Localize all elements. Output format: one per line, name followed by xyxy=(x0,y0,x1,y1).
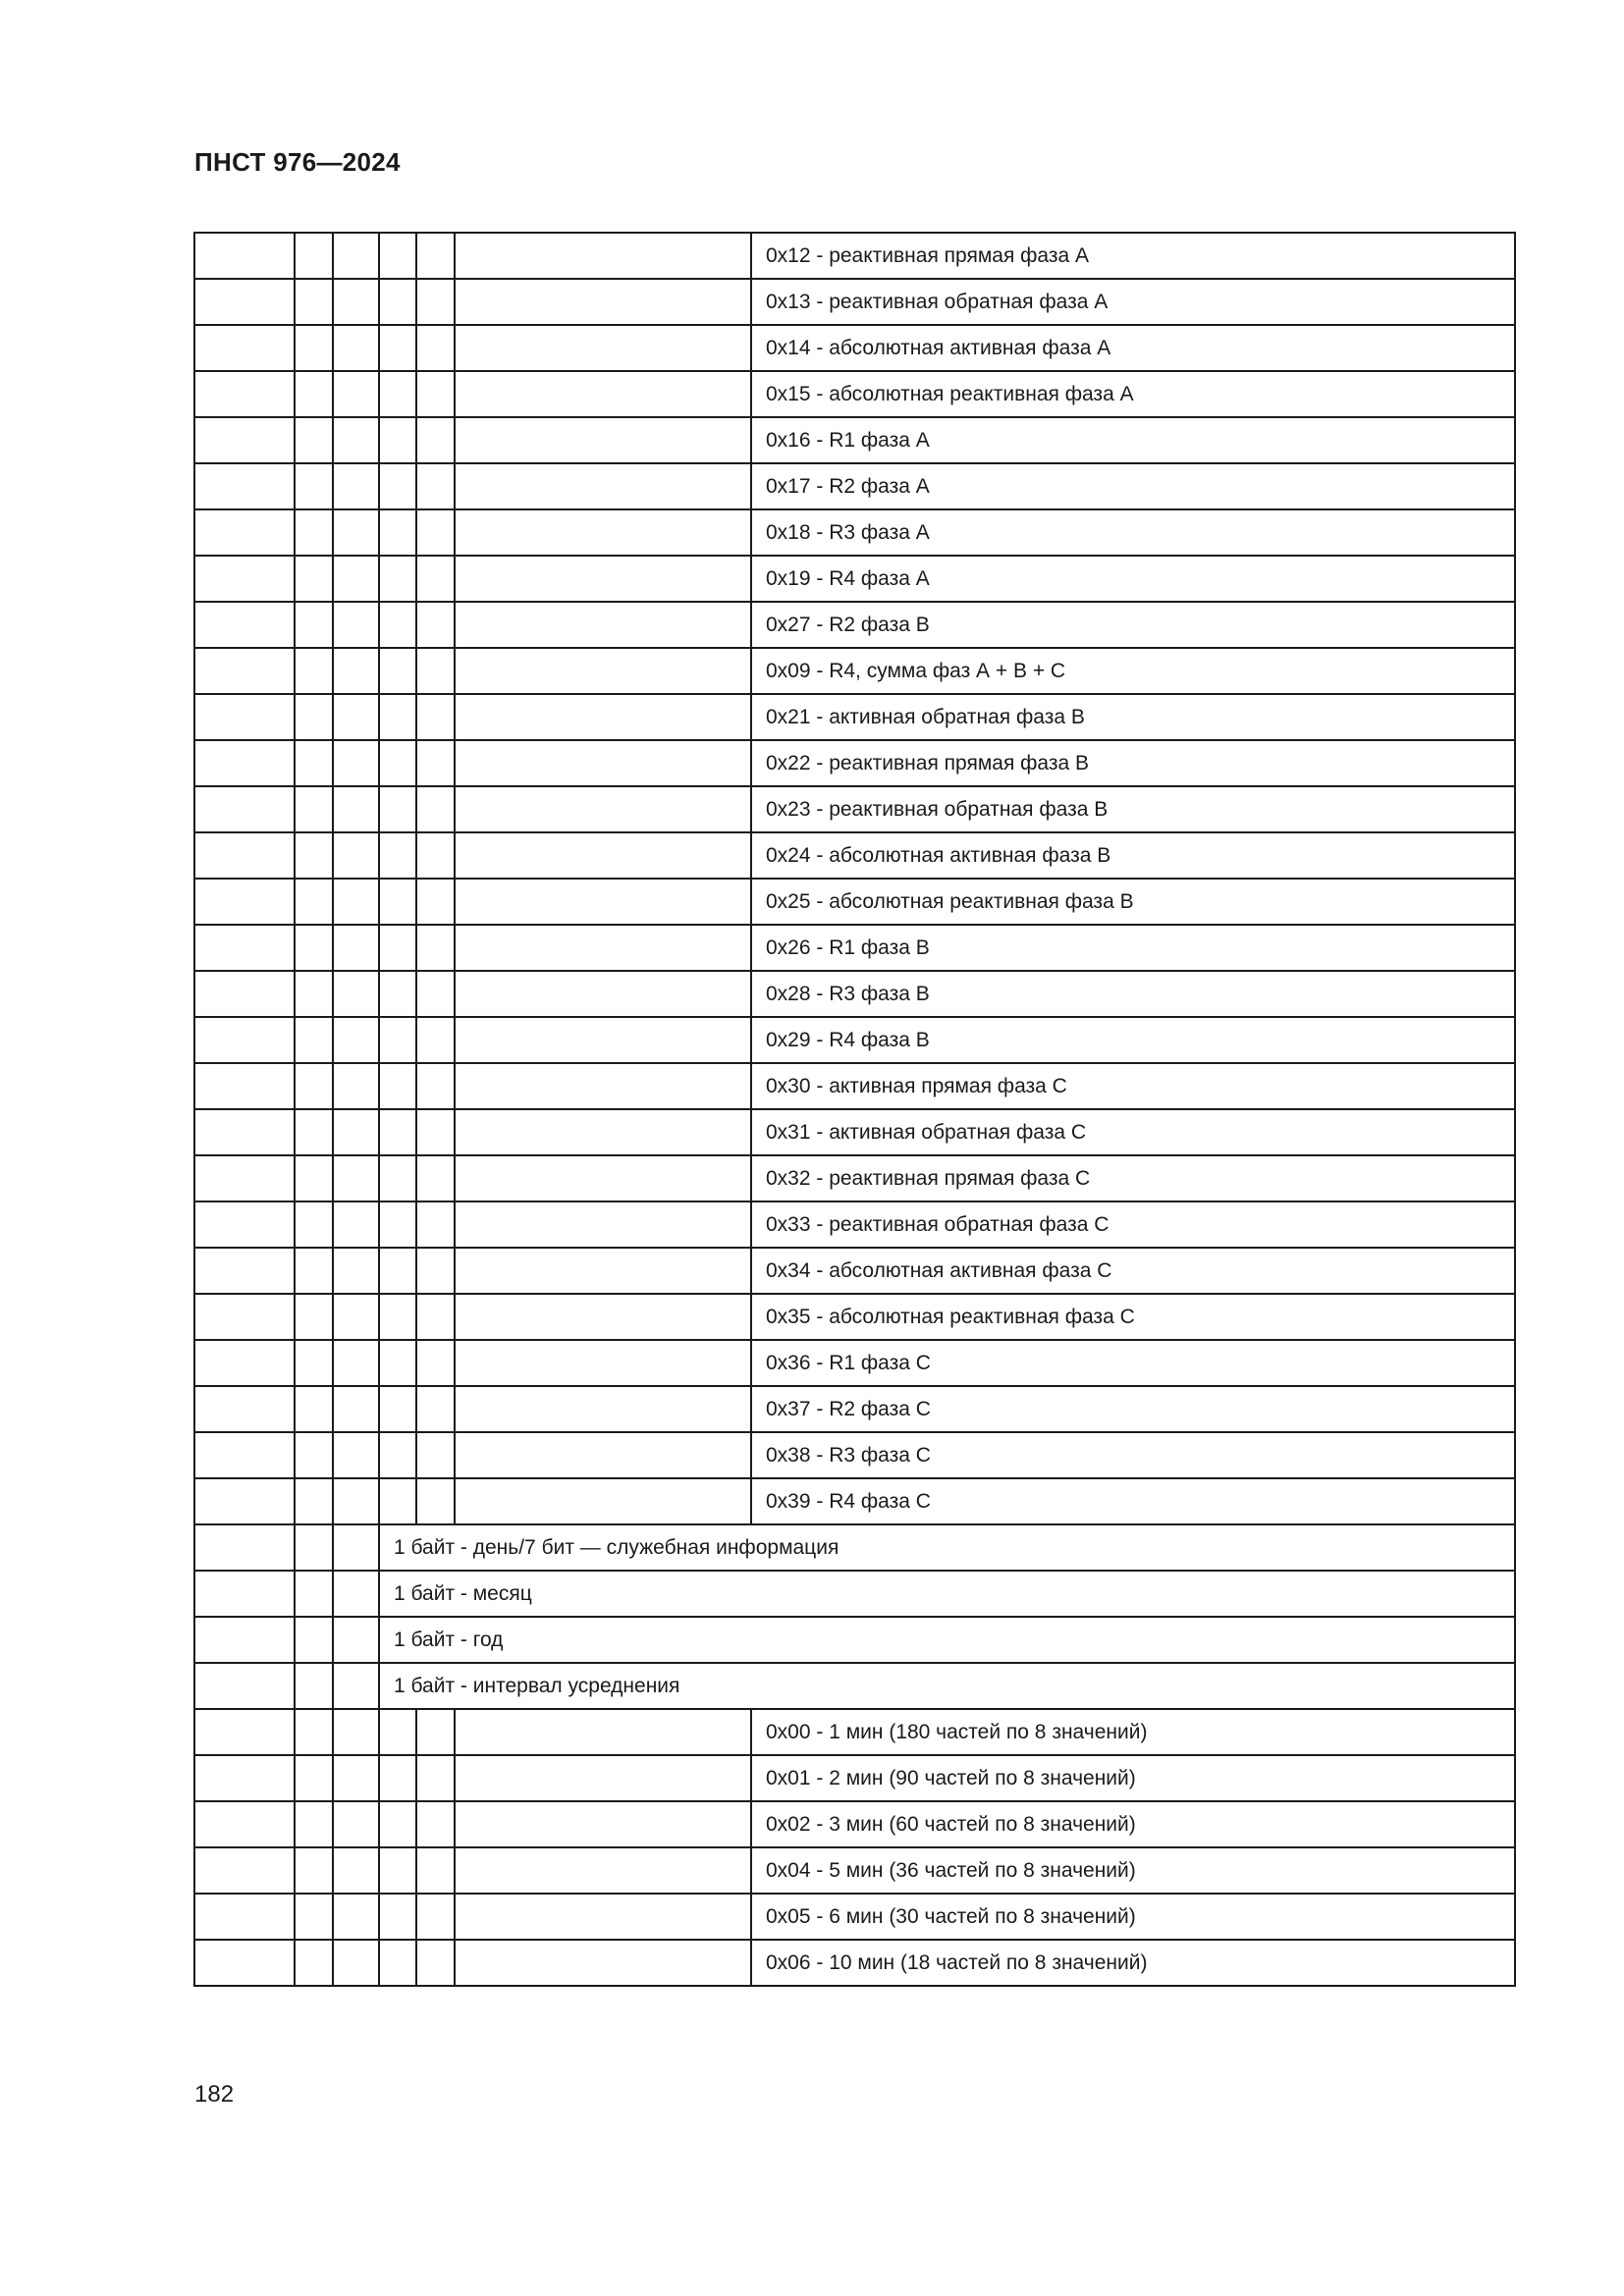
table-cell-empty xyxy=(333,602,379,648)
table-cell-empty xyxy=(194,1801,295,1847)
table-cell-empty xyxy=(333,832,379,879)
table-body xyxy=(194,233,1515,1986)
table-cell-empty xyxy=(416,1063,455,1109)
table-row xyxy=(194,832,1515,879)
table-row xyxy=(194,463,1515,509)
table-cell-empty xyxy=(295,1201,333,1248)
table-cell-empty xyxy=(295,1017,333,1063)
table-cell-empty xyxy=(194,1155,295,1201)
table-cell-empty xyxy=(194,1248,295,1294)
value-code-cell: 0x23 - реактивная обратная фаза В xyxy=(751,786,1515,832)
table-cell-empty xyxy=(333,1524,379,1571)
table-cell-empty xyxy=(379,1340,416,1386)
table-cell-empty xyxy=(194,556,295,602)
table-cell-empty xyxy=(333,1755,379,1801)
table-cell-empty xyxy=(333,1847,379,1894)
value-code-cell: 0x18 - R3 фаза А xyxy=(751,509,1515,556)
table-row xyxy=(194,556,1515,602)
interval-code-cell: 0x00 - 1 мин (180 частей по 8 значений) xyxy=(751,1709,1515,1755)
table-cell-empty xyxy=(333,1478,379,1524)
table-cell-empty xyxy=(295,1478,333,1524)
table-cell-empty xyxy=(379,1847,416,1894)
table-cell-empty xyxy=(455,1155,751,1201)
table-cell-empty xyxy=(333,1940,379,1986)
table-row xyxy=(194,694,1515,740)
table-cell-empty xyxy=(295,1524,333,1571)
table-cell-empty xyxy=(416,279,455,325)
table-cell-empty xyxy=(295,971,333,1017)
table-cell-empty xyxy=(379,694,416,740)
table-cell-empty xyxy=(416,556,455,602)
table-cell-empty xyxy=(295,694,333,740)
table-row xyxy=(194,1524,1515,1571)
value-code-cell: 0x09 - R4, сумма фаз А + В + С xyxy=(751,648,1515,694)
table-cell-empty xyxy=(379,1155,416,1201)
table-cell-empty xyxy=(333,648,379,694)
table-cell-empty xyxy=(194,1478,295,1524)
value-code-cell: 0x24 - абсолютная активная фаза В xyxy=(751,832,1515,879)
table-cell-empty xyxy=(295,1940,333,1986)
table-cell-empty xyxy=(379,832,416,879)
table-cell-empty xyxy=(455,648,751,694)
table-row xyxy=(194,1248,1515,1294)
table-cell-empty xyxy=(295,463,333,509)
table-cell-empty xyxy=(379,1478,416,1524)
table-cell-empty xyxy=(379,602,416,648)
table-row xyxy=(194,325,1515,371)
table-cell-empty xyxy=(379,556,416,602)
table-cell-empty xyxy=(416,971,455,1017)
table-cell-empty xyxy=(455,1294,751,1340)
table-cell-empty xyxy=(416,1709,455,1755)
value-code-cell: 0x13 - реактивная обратная фаза А xyxy=(751,279,1515,325)
table-cell-empty xyxy=(333,463,379,509)
table-cell-empty xyxy=(194,1755,295,1801)
table-cell-empty xyxy=(416,1894,455,1940)
table-cell-empty xyxy=(333,694,379,740)
table-cell-empty xyxy=(194,1663,295,1709)
table-cell-empty xyxy=(379,1940,416,1986)
value-code-cell: 0x35 - абсолютная реактивная фаза С xyxy=(751,1294,1515,1340)
protocol-table xyxy=(193,232,1516,1987)
table-cell-empty xyxy=(333,1801,379,1847)
table-cell-empty xyxy=(455,1940,751,1986)
table-cell-empty xyxy=(295,325,333,371)
table-cell-empty xyxy=(194,509,295,556)
table-cell-empty xyxy=(416,1155,455,1201)
table-cell-empty xyxy=(455,1063,751,1109)
table-cell-empty xyxy=(333,925,379,971)
table-cell-empty xyxy=(333,971,379,1017)
table-cell-empty xyxy=(295,1109,333,1155)
table-cell-empty xyxy=(379,879,416,925)
value-code-cell: 0x26 - R1 фаза В xyxy=(751,925,1515,971)
table-cell-empty xyxy=(379,1063,416,1109)
table-cell-empty xyxy=(333,1155,379,1201)
table-cell-empty xyxy=(295,371,333,417)
table-cell-empty xyxy=(416,1801,455,1847)
table-cell-empty xyxy=(379,648,416,694)
table-cell-empty xyxy=(295,832,333,879)
table-row xyxy=(194,1155,1515,1201)
table-cell-empty xyxy=(194,1847,295,1894)
value-code-cell: 0x37 - R2 фаза С xyxy=(751,1386,1515,1432)
table-cell-empty xyxy=(333,1617,379,1663)
table-cell-empty xyxy=(194,1940,295,1986)
table-row xyxy=(194,1894,1515,1940)
table-cell-empty xyxy=(194,1340,295,1386)
table-row xyxy=(194,1617,1515,1663)
table-cell-empty xyxy=(455,233,751,279)
table-cell-empty xyxy=(333,1894,379,1940)
table-cell-empty xyxy=(295,1894,333,1940)
table-cell-empty xyxy=(295,740,333,786)
table-cell-empty xyxy=(333,325,379,371)
value-code-cell: 0x29 - R4 фаза В xyxy=(751,1017,1515,1063)
table-cell-empty xyxy=(379,1801,416,1847)
table-cell-empty xyxy=(194,1894,295,1940)
table-cell-empty xyxy=(416,1847,455,1894)
table-row xyxy=(194,1294,1515,1340)
table-cell-empty xyxy=(295,1063,333,1109)
table-cell-empty xyxy=(333,879,379,925)
table-cell-empty xyxy=(295,1755,333,1801)
table-cell-empty xyxy=(333,1663,379,1709)
table-cell-empty xyxy=(295,1248,333,1294)
table-cell-empty xyxy=(416,1294,455,1340)
table-cell-empty xyxy=(455,740,751,786)
value-code-cell: 0x12 - реактивная прямая фаза А xyxy=(751,233,1515,279)
table-cell-empty xyxy=(194,325,295,371)
table-row xyxy=(194,417,1515,463)
table-cell-empty xyxy=(333,1571,379,1617)
table-cell-empty xyxy=(379,971,416,1017)
table-cell-empty xyxy=(416,1248,455,1294)
table-cell-empty xyxy=(455,279,751,325)
table-row xyxy=(194,371,1515,417)
table-row xyxy=(194,1663,1515,1709)
table-cell-empty xyxy=(455,1386,751,1432)
value-code-cell: 0x25 - абсолютная реактивная фаза В xyxy=(751,879,1515,925)
table-row xyxy=(194,1940,1515,1986)
table-cell-empty xyxy=(379,786,416,832)
table-cell-empty xyxy=(379,1709,416,1755)
value-code-cell: 0x15 - абсолютная реактивная фаза А xyxy=(751,371,1515,417)
table-row xyxy=(194,1386,1515,1432)
table-cell-empty xyxy=(333,1109,379,1155)
table-row xyxy=(194,509,1515,556)
table-cell-empty xyxy=(194,1063,295,1109)
table-cell-empty xyxy=(379,1755,416,1801)
table-cell-empty xyxy=(194,971,295,1017)
table-cell-empty xyxy=(295,602,333,648)
table-cell-empty xyxy=(416,740,455,786)
table-cell-empty xyxy=(295,279,333,325)
table-cell-empty xyxy=(333,1340,379,1386)
table-row xyxy=(194,1709,1515,1755)
value-code-cell: 0x21 - активная обратная фаза В xyxy=(751,694,1515,740)
table-row xyxy=(194,740,1515,786)
interval-code-cell: 0x04 - 5 мин (36 частей по 8 значений) xyxy=(751,1847,1515,1894)
table-cell-empty xyxy=(194,1017,295,1063)
table-cell-empty xyxy=(455,971,751,1017)
table-cell-empty xyxy=(455,832,751,879)
table-cell-empty xyxy=(416,602,455,648)
table-cell-empty xyxy=(379,1386,416,1432)
table-cell-empty xyxy=(295,648,333,694)
table-cell-empty xyxy=(333,1432,379,1478)
table-cell-empty xyxy=(295,509,333,556)
table-cell-empty xyxy=(455,1248,751,1294)
value-code-cell: 0x16 - R1 фаза А xyxy=(751,417,1515,463)
table-cell-empty xyxy=(455,694,751,740)
table-cell-empty xyxy=(379,1109,416,1155)
table-cell-empty xyxy=(455,1201,751,1248)
table-cell-empty xyxy=(333,1063,379,1109)
table-cell-empty xyxy=(333,1386,379,1432)
table-cell-empty xyxy=(379,1894,416,1940)
table-cell-empty xyxy=(333,556,379,602)
value-code-cell: 0x22 - реактивная прямая фаза В xyxy=(751,740,1515,786)
table-cell-empty xyxy=(379,1432,416,1478)
table-cell-empty xyxy=(379,1248,416,1294)
table-cell-empty xyxy=(333,1709,379,1755)
table-cell-empty xyxy=(416,233,455,279)
table-cell-empty xyxy=(416,325,455,371)
table-cell-empty xyxy=(333,740,379,786)
table-cell-empty xyxy=(416,694,455,740)
table-cell-empty xyxy=(333,417,379,463)
interval-code-cell: 0x01 - 2 мин (90 частей по 8 значений) xyxy=(751,1755,1515,1801)
value-code-cell: 0x34 - абсолютная активная фаза С xyxy=(751,1248,1515,1294)
byte-description-cell: 1 байт - день/7 бит — служебная информация xyxy=(379,1524,1515,1571)
table-cell-empty xyxy=(416,463,455,509)
table-row xyxy=(194,1017,1515,1063)
table-cell-empty xyxy=(333,371,379,417)
table-cell-empty xyxy=(194,740,295,786)
table-cell-empty xyxy=(416,879,455,925)
table-cell-empty xyxy=(379,1201,416,1248)
table-row xyxy=(194,1109,1515,1155)
table-cell-empty xyxy=(194,1709,295,1755)
table-cell-empty xyxy=(194,1432,295,1478)
table-cell-empty xyxy=(295,1340,333,1386)
table-row xyxy=(194,1801,1515,1847)
table-cell-empty xyxy=(455,556,751,602)
byte-description-cell: 1 байт - месяц xyxy=(379,1571,1515,1617)
table-cell-empty xyxy=(416,371,455,417)
table-row xyxy=(194,925,1515,971)
table-cell-empty xyxy=(416,925,455,971)
table-row xyxy=(194,1340,1515,1386)
table-cell-empty xyxy=(194,233,295,279)
interval-code-cell: 0x06 - 10 мин (18 частей по 8 значений) xyxy=(751,1940,1515,1986)
table-cell-empty xyxy=(379,417,416,463)
page-number: 182 xyxy=(194,2081,235,2108)
table-cell-empty xyxy=(455,925,751,971)
byte-description-cell: 1 байт - год xyxy=(379,1617,1515,1663)
byte-description-cell: 1 байт - интервал усреднения xyxy=(379,1663,1515,1709)
interval-code-cell: 0x05 - 6 мин (30 частей по 8 значений) xyxy=(751,1894,1515,1940)
table-cell-empty xyxy=(333,786,379,832)
table-cell-empty xyxy=(295,556,333,602)
table-cell-empty xyxy=(194,694,295,740)
table-cell-empty xyxy=(455,509,751,556)
table-cell-empty xyxy=(416,1755,455,1801)
table-cell-empty xyxy=(416,1201,455,1248)
table-row xyxy=(194,1847,1515,1894)
table-cell-empty xyxy=(295,1709,333,1755)
table-cell-empty xyxy=(455,602,751,648)
table-cell-empty xyxy=(194,832,295,879)
table-cell-empty xyxy=(194,279,295,325)
table-row xyxy=(194,1063,1515,1109)
table-cell-empty xyxy=(455,1894,751,1940)
table-cell-empty xyxy=(379,1017,416,1063)
table-cell-empty xyxy=(455,1478,751,1524)
table-cell-empty xyxy=(295,1801,333,1847)
table-cell-empty xyxy=(455,1340,751,1386)
table-cell-empty xyxy=(295,417,333,463)
table-cell-empty xyxy=(194,602,295,648)
table-row xyxy=(194,786,1515,832)
table-cell-empty xyxy=(194,463,295,509)
table-cell-empty xyxy=(455,463,751,509)
table-cell-empty xyxy=(194,1571,295,1617)
table-cell-empty xyxy=(194,648,295,694)
table-cell-empty xyxy=(455,417,751,463)
table-cell-empty xyxy=(295,879,333,925)
table-cell-empty xyxy=(295,786,333,832)
value-code-cell: 0x17 - R2 фаза А xyxy=(751,463,1515,509)
table-row xyxy=(194,1201,1515,1248)
table-cell-empty xyxy=(333,1017,379,1063)
table-cell-empty xyxy=(379,1294,416,1340)
value-code-cell: 0x33 - реактивная обратная фаза С xyxy=(751,1201,1515,1248)
table-cell-empty xyxy=(295,1617,333,1663)
table-cell-empty xyxy=(416,417,455,463)
document-header: ПНСТ 976—2024 xyxy=(194,147,401,177)
table-cell-empty xyxy=(295,1571,333,1617)
table-row xyxy=(194,971,1515,1017)
table-row xyxy=(194,1478,1515,1524)
table-cell-empty xyxy=(455,879,751,925)
table-cell-empty xyxy=(333,1294,379,1340)
table-row xyxy=(194,879,1515,925)
table-cell-empty xyxy=(194,371,295,417)
table-cell-empty xyxy=(295,233,333,279)
table-cell-empty xyxy=(455,786,751,832)
table-cell-empty xyxy=(455,1755,751,1801)
table-cell-empty xyxy=(194,1524,295,1571)
table-cell-empty xyxy=(194,925,295,971)
table-cell-empty xyxy=(379,463,416,509)
table-cell-empty xyxy=(333,509,379,556)
table-cell-empty xyxy=(379,509,416,556)
table-cell-empty xyxy=(194,1617,295,1663)
table-cell-empty xyxy=(194,1386,295,1432)
table-cell-empty xyxy=(379,371,416,417)
table-cell-empty xyxy=(416,1340,455,1386)
table-cell-empty xyxy=(194,417,295,463)
table-row xyxy=(194,1571,1515,1617)
table-cell-empty xyxy=(455,325,751,371)
table-cell-empty xyxy=(333,233,379,279)
table-cell-empty xyxy=(333,1248,379,1294)
table-cell-empty xyxy=(455,1432,751,1478)
table-row xyxy=(194,602,1515,648)
value-code-cell: 0x27 - R2 фаза В xyxy=(751,602,1515,648)
interval-code-cell: 0x02 - 3 мин (60 частей по 8 значений) xyxy=(751,1801,1515,1847)
value-code-cell: 0x14 - абсолютная активная фаза А xyxy=(751,325,1515,371)
table-cell-empty xyxy=(194,1201,295,1248)
table-cell-empty xyxy=(379,925,416,971)
table-row xyxy=(194,1755,1515,1801)
table-cell-empty xyxy=(379,279,416,325)
table-cell-empty xyxy=(416,832,455,879)
value-code-cell: 0x28 - R3 фаза В xyxy=(751,971,1515,1017)
table-cell-empty xyxy=(455,371,751,417)
table-cell-empty xyxy=(295,1155,333,1201)
value-code-cell: 0x31 - активная обратная фаза С xyxy=(751,1109,1515,1155)
table-cell-empty xyxy=(416,1386,455,1432)
value-code-cell: 0x36 - R1 фаза С xyxy=(751,1340,1515,1386)
table-cell-empty xyxy=(379,325,416,371)
table-row xyxy=(194,233,1515,279)
table-cell-empty xyxy=(295,1432,333,1478)
table-cell-empty xyxy=(295,1847,333,1894)
table-cell-empty xyxy=(455,1709,751,1755)
table-cell-empty xyxy=(416,648,455,694)
table-cell-empty xyxy=(379,740,416,786)
table-cell-empty xyxy=(416,1478,455,1524)
table-cell-empty xyxy=(455,1017,751,1063)
table-cell-empty xyxy=(194,786,295,832)
table-cell-empty xyxy=(455,1847,751,1894)
table-row xyxy=(194,648,1515,694)
table-cell-empty xyxy=(194,1109,295,1155)
table-cell-empty xyxy=(416,1109,455,1155)
table-cell-empty xyxy=(333,279,379,325)
table-cell-empty xyxy=(295,1386,333,1432)
table-cell-empty xyxy=(379,233,416,279)
table-cell-empty xyxy=(416,1940,455,1986)
table-cell-empty xyxy=(455,1109,751,1155)
table-cell-empty xyxy=(416,1432,455,1478)
table-cell-empty xyxy=(194,879,295,925)
table-cell-empty xyxy=(416,1017,455,1063)
table-row xyxy=(194,1432,1515,1478)
table-cell-empty xyxy=(295,925,333,971)
table-cell-empty xyxy=(194,1294,295,1340)
table-cell-empty xyxy=(416,786,455,832)
value-code-cell: 0x39 - R4 фаза С xyxy=(751,1478,1515,1524)
table-cell-empty xyxy=(333,1201,379,1248)
value-code-cell: 0x19 - R4 фаза А xyxy=(751,556,1515,602)
table-cell-empty xyxy=(295,1294,333,1340)
table-cell-empty xyxy=(455,1801,751,1847)
value-code-cell: 0x32 - реактивная прямая фаза С xyxy=(751,1155,1515,1201)
table-cell-empty xyxy=(416,509,455,556)
value-code-cell: 0x30 - активная прямая фаза С xyxy=(751,1063,1515,1109)
table-cell-empty xyxy=(295,1663,333,1709)
value-code-cell: 0x38 - R3 фаза С xyxy=(751,1432,1515,1478)
table-row xyxy=(194,279,1515,325)
